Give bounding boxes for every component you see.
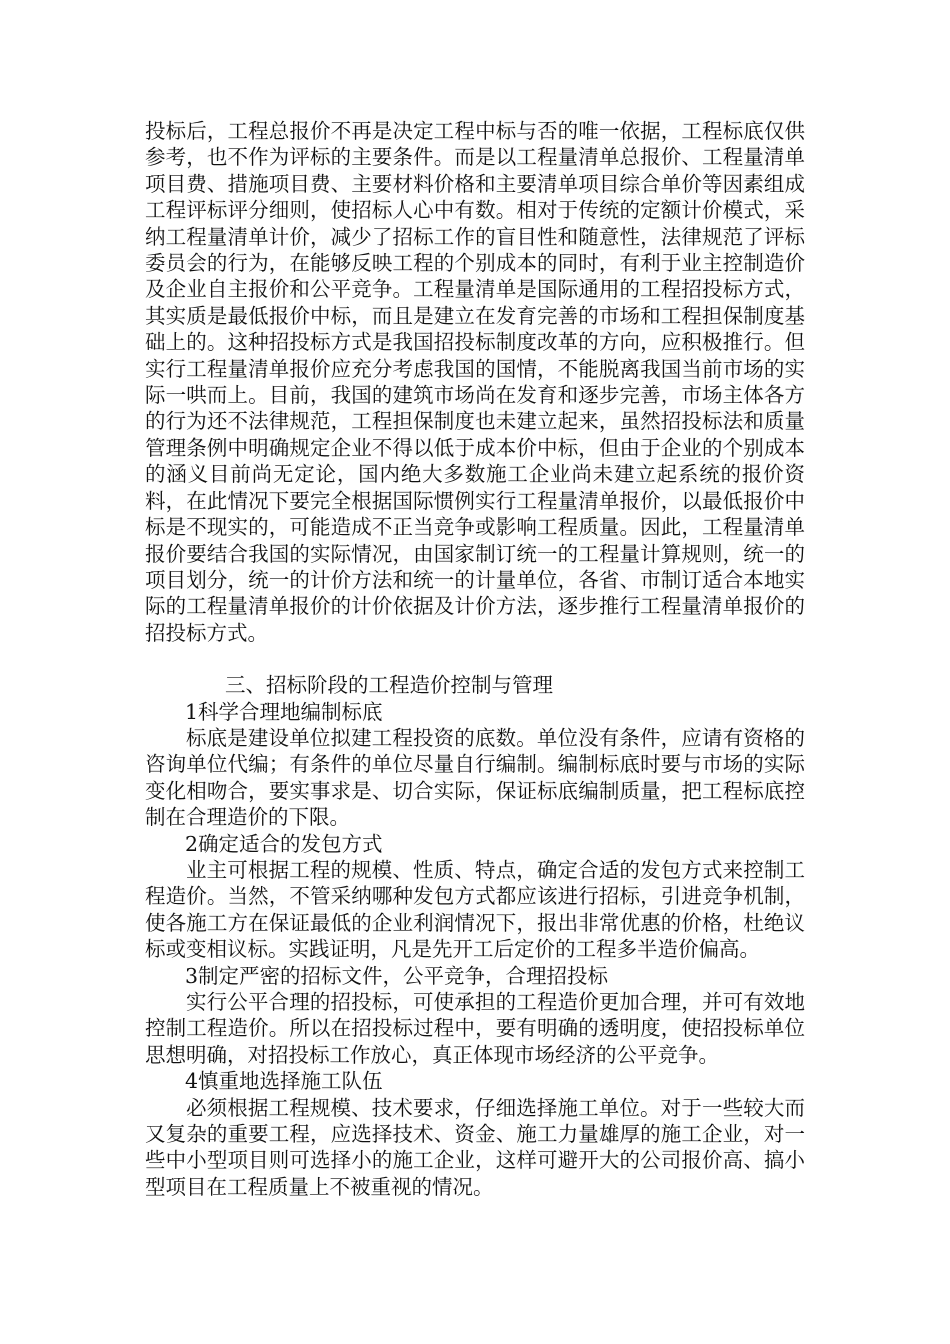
- subsection-1-body: 标底是建设单位拟建工程投资的底数。单位没有条件，应请有资格的咨询单位代编；有条件的单位尽量自行编制。编制标底时要与市场的实际变化相吻合，要实事求是、切合实际，保证标底编制质量，把工程标底控制在合理造价的下限。: [145, 725, 805, 830]
- subsection-2-heading: 2确定适合的发包方式: [185, 831, 383, 856]
- section-title: 三、招标阶段的工程造价控制与管理: [225, 673, 553, 698]
- subsection-4-body: 必须根据工程规模、技术要求，仔细选择施工单位。对于一些较大而又复杂的重要工程，应选择技术、资金、施工力量雄厚的施工企业，对一些中小型项目则可选择小的施工企业，这样可避开大的公司报价高、搞小型项目在工程质量上不被重视的情况。: [145, 1095, 805, 1199]
- intro-paragraph: 投标后，工程总报价不再是决定工程中标与否的唯一依据，工程标底仅供参考，也不作为评标的主要条件。而是以工程量清单总报价、工程量清单项目费、措施项目费、主要材料价格和主要清单项目综合单价等因素组成工程评标评分细则，使招标人心中有数。相对于传统的定额计价模式，采纳工程量清单计价，减少了招标工作的盲目性和随意性，法律规范了评标委员会的行为，在能够反映工程的个别成本的同时，有利于业主控制造价及企业自主报价和公平竞争。工程量清单是国际通用的工程招投标方式，其实质是最低报价中标，而且是建立在发育完善的市场和工程担保制度基础上的。这种招投标方式是我国招投标制度改革的方向，应积极推行。但实行工程量清单报价应充分考虑我国的国情，不能脱离我国当前市场的实际一哄而上。目前，我国的建筑市场尚在发育和逐步完善，市场主体各方的行为还不法律规范，工程担保制度也未建立起来，虽然招投标法和质量管理条例中明确规定企业不得以低于成本价中标，但由于企业的个别成本的涵义目前尚无定论，国内绝大多数施工企业尚未建立起系统的报价资料，在此情况下要完全根据国际惯例实行工程量清单报价，以最低报价中标是不现实的，可能造成不正当竞争或影响工程质量。因此，工程量清单报价要结合我国的实际情况，由国家制订统一的工程量计算规则，统一的项目划分，统一的计价方法和统一的计量单位，各省、市制订适合本地实际的工程量清单报价的计价依据及计价方法，逐步推行工程量清单报价的招投标方式。: [145, 119, 805, 645]
- document-page: [145, 118, 805, 1200]
- subsection-2-body: 业主可根据工程的规模、性质、特点，确定合适的发包方式来控制工程造价。当然，不管采纳哪种发包方式都应该进行招标，引进竞争机制，使各施工方在保证最低的企业利润情况下，报出非常优惠的价格，杜绝议标或变相议标。实践证明，凡是先开工后定价的工程多半造价偏高。: [145, 857, 805, 962]
- subsection-3-heading: 3制定严密的招标文件，公平竞争，合理招投标: [185, 963, 609, 988]
- subsection-1-heading: 1科学合理地编制标底: [185, 699, 383, 724]
- subsection-3-body: 实行公平合理的招投标，可使承担的工程造价更加合理，并可有效地控制工程造价。所以在招投标过程中，要有明确的透明度，使招投标单位思想明确，对招投标工作放心，真正体现市场经济的公平竞争。: [145, 990, 805, 1067]
- subsection-4-heading: 4慎重地选择施工队伍: [185, 1069, 383, 1094]
